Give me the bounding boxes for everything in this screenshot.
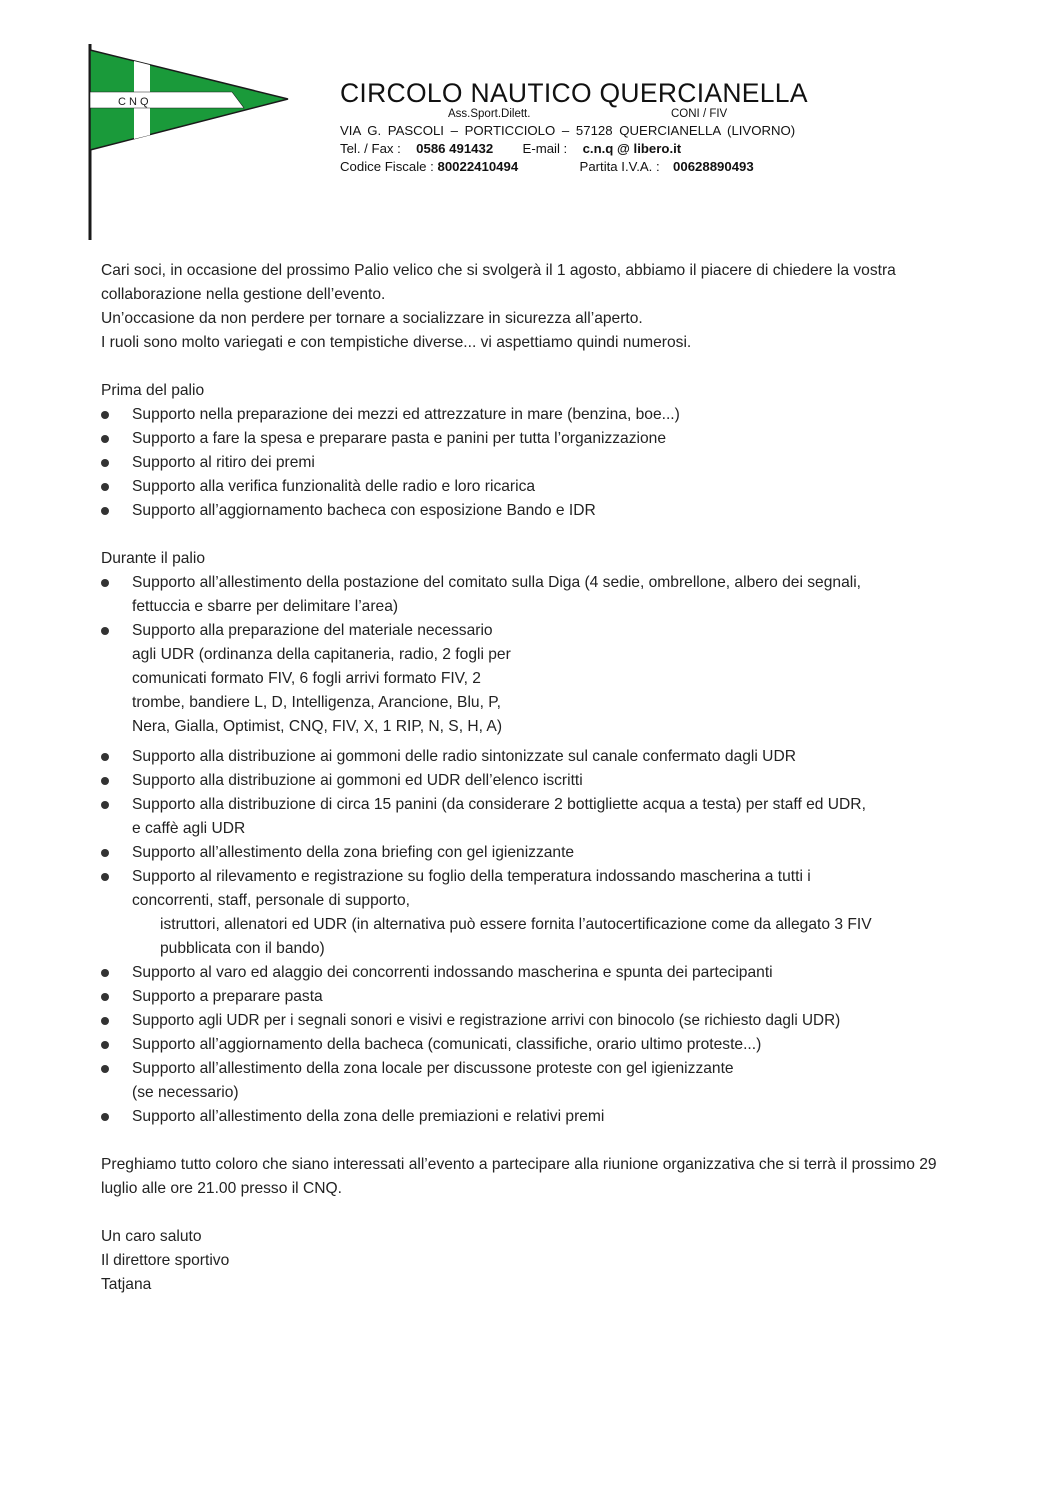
flag-letters: C N Q [118, 96, 149, 108]
list-item: Supporto all’allestimento della postazione del comitato sulla Diga (4 sedie, ombrellone, albero dei segnali, fettuccia e sbarre per delimitare l’area) [101, 571, 971, 619]
list-item-text: Supporto alla preparazione del materiale necessario agli UDR (ordinanza della capitaneria, radio, 2 fogli per comunicati formato FIV, 6 fogli arrivi formato FIV, 2 trombe, bandiere L, D, Intelligenza, Arancione, Blu, P, Nera, Gialla, Optimist, CNQ, FIV, X, 1 RIP, N, S, H, A) [132, 622, 511, 735]
list-item: Supporto alla distribuzione ai gommoni ed UDR dell’elenco iscritti [101, 769, 971, 793]
list-item-text: Supporto al rilevamento e registrazione su foglio della temperatura indossando mascherina a tutti i concorrenti, staff, personale di supporto, [132, 868, 811, 909]
before-list [101, 403, 971, 523]
fiscal-line [340, 158, 960, 176]
list-item: Supporto alla distribuzione di circa 15 panini (da considerare 2 bottigliette acqua a testa) per staff ed UDR, e caffè agli UDR [101, 793, 971, 841]
piva-label: Partita I.V.A. : [579, 159, 660, 174]
contact-line [340, 140, 960, 158]
list-item: Supporto all’allestimento della zona briefing con gel igienizzante [101, 841, 971, 865]
club-name: CIRCOLO NAUTICO QUERCIANELLA [340, 78, 808, 108]
email-value: c.n.q @ libero.it [582, 141, 682, 156]
letterhead [340, 78, 960, 176]
cnq-flag-logo [84, 42, 294, 242]
intro-paragraph: Cari soci, in occasione del prossimo Palio velico che si svolgerà il 1 agosto, abbiamo il piacere di chiedere la vostra collaborazione nella gestione dell’evento. [101, 262, 896, 303]
during-list [101, 571, 971, 1129]
tel-value: 0586 491432 [416, 141, 494, 156]
list-item: Supporto agli UDR per i segnali sonori e visivi e registrazione arrivi con binocolo (se richiesto dagli UDR) [101, 1009, 971, 1033]
list-item: Supporto all’allestimento della zona delle premiazioni e relativi premi [101, 1105, 971, 1129]
affiliation: CONI / FIV [671, 108, 728, 120]
list-item: Supporto alla verifica funzionalità delle radio e loro ricarica [101, 475, 971, 499]
tel-label: Tel. / Fax : [340, 141, 401, 156]
list-item: Supporto all’aggiornamento bacheca con esposizione Bando e IDR [101, 499, 971, 523]
list-item: Supporto all’aggiornamento della bacheca (comunicati, classifiche, orario ultimo proteste...) [101, 1033, 971, 1057]
list-item: Supporto al varo ed alaggio dei concorrenti indossando mascherina e spunta dei partecipanti [101, 961, 971, 985]
cf-label: Codice Fiscale : [340, 159, 434, 174]
email-label: E-mail : [522, 141, 568, 156]
cf-value: 80022410494 [437, 159, 519, 174]
intro-line: Un’occasione da non perdere per tornare a socializzare in sicurezza all’aperto. [101, 310, 643, 327]
list-item [101, 619, 971, 739]
club-address: VIA G. PASCOLI – PORTICCIOLO – 57128 QUERCIANELLA (LIVORNO) [340, 123, 796, 138]
section-heading-during: Durante il palio [101, 550, 206, 567]
list-item: Supporto alla distribuzione ai gommoni delle radio sintonizzate sul canale confermato dagli UDR [101, 745, 971, 769]
signer-role: Il direttore sportivo [101, 1252, 230, 1269]
letter-body [101, 259, 971, 1297]
closing-paragraph: Preghiamo tutto coloro che siano interessati all’evento a partecipare alla riunione organizzativa che si terrà il prossimo 29 luglio alle ore 21.00 presso il CNQ. [101, 1156, 937, 1197]
list-item [101, 1057, 971, 1105]
list-item [101, 865, 971, 961]
list-item: Supporto al ritiro dei premi [101, 451, 971, 475]
signer-name: Tatjana [101, 1276, 152, 1293]
greeting: Un caro saluto [101, 1228, 202, 1245]
list-item-text: Supporto all’allestimento della zona locale per discussone proteste con gel igienizzante [132, 1060, 734, 1077]
list-item-continuation: (se necessario) [132, 1084, 239, 1101]
list-item-continuation: istruttori, allenatori ed UDR (in alternativa può essere fornita l’autocertificazione come da allegato 3 FIV pubblicata con il bando) [160, 916, 872, 957]
section-heading-before: Prima del palio [101, 382, 205, 399]
intro-line: I ruoli sono molto variegati e con tempistiche diverse... vi aspettiamo quindi numerosi. [101, 334, 692, 351]
piva-value: 00628890493 [673, 159, 754, 174]
list-item: Supporto a fare la spesa e preparare pasta e panini per tutta l’organizzazione [101, 427, 971, 451]
list-item: Supporto a preparare pasta [101, 985, 971, 1009]
list-item: Supporto nella preparazione dei mezzi ed attrezzature in mare (benzina, boe...) [101, 403, 971, 427]
association-type: Ass.Sport.Dilett. [448, 108, 531, 120]
